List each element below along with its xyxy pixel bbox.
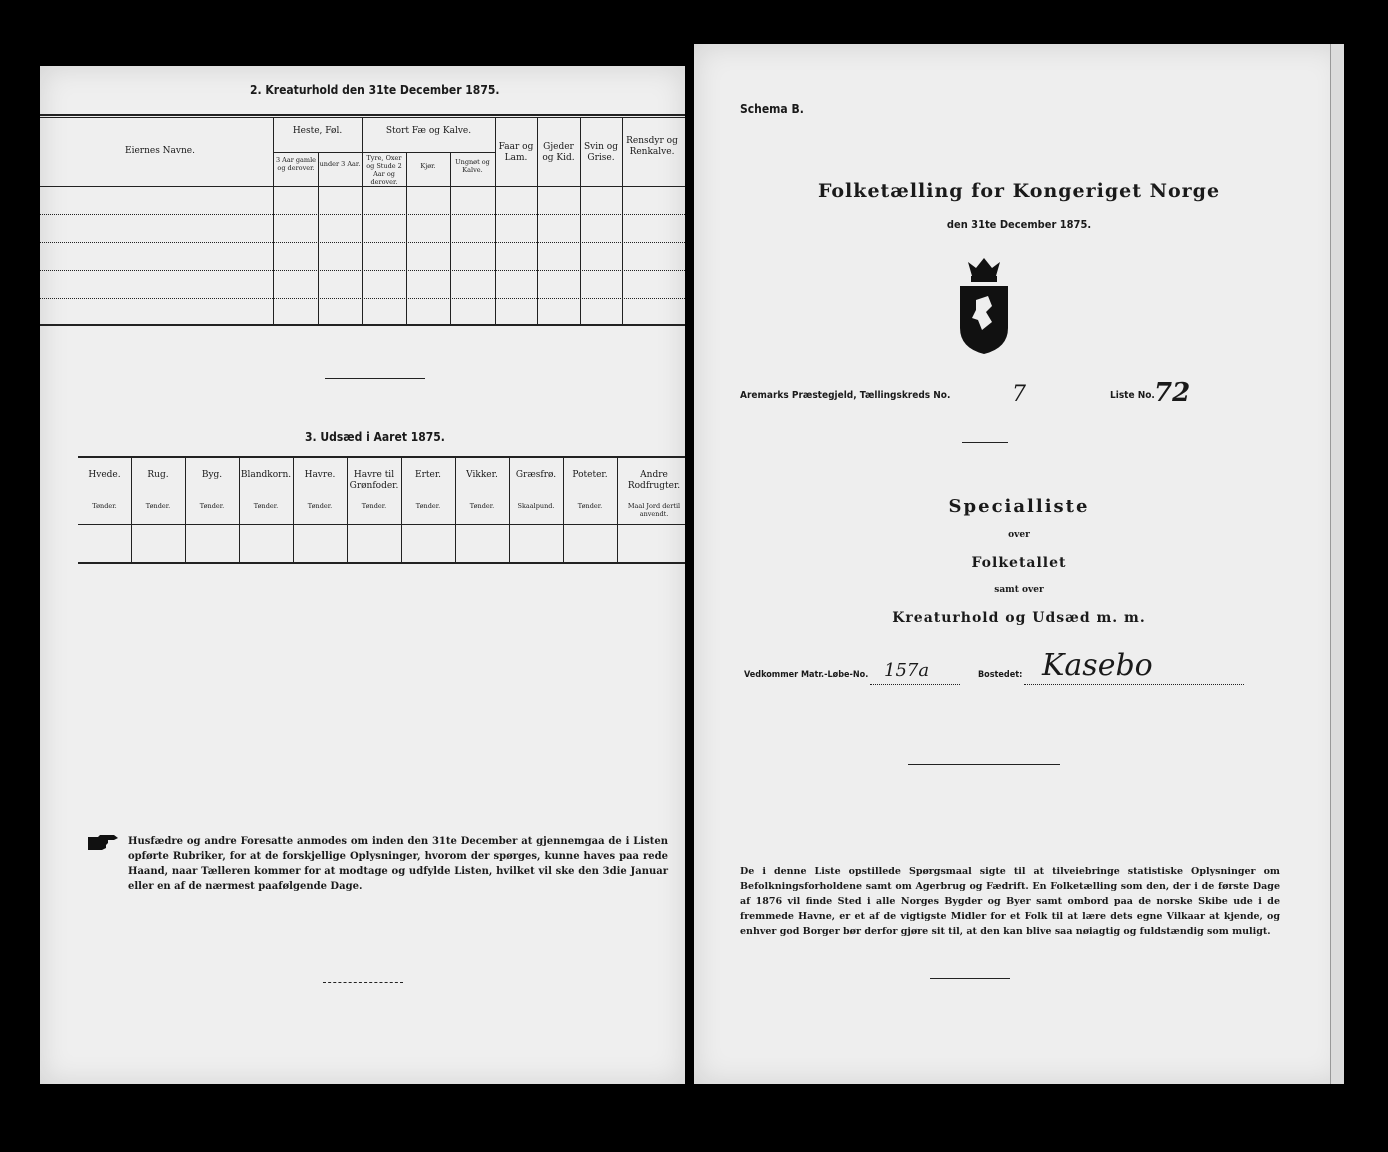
table-col-line xyxy=(563,456,564,562)
section2-title: 2. Kreaturhold den 31te December 1875. xyxy=(250,83,500,97)
seed-header-name: Andre Rodfrugter. xyxy=(627,470,681,491)
seed-header-unit: Tønder. xyxy=(92,502,117,510)
table-col-line xyxy=(455,456,456,562)
header-pigs: Svin og Grise. xyxy=(584,142,618,163)
samt-over-label: samt over xyxy=(994,585,1044,595)
table-rule xyxy=(40,114,685,116)
coat-of-arms-icon xyxy=(954,256,1014,356)
header-sheep: Faar og Lam. xyxy=(498,142,534,163)
seed-header-name: Rug. xyxy=(147,470,169,480)
kreaturhold-title: Kreaturhold og Udsæd m. m. xyxy=(892,610,1146,626)
list-no: 72 xyxy=(1154,378,1191,408)
list-label: Liste No. xyxy=(1110,390,1155,401)
matr-label: Vedkommer Matr.-Løbe-No. xyxy=(744,670,869,680)
table-rule xyxy=(273,152,495,153)
separator xyxy=(930,978,1010,979)
census-title: Folketælling for Kongeriget Norge xyxy=(817,180,1221,202)
separator xyxy=(908,764,1060,765)
table-col-line xyxy=(450,152,451,324)
seed-header-unit: Skaalpund. xyxy=(517,502,555,510)
table-rule xyxy=(78,456,685,458)
matr-no: 157a xyxy=(884,660,930,681)
header-cattle-young: Ungnøt og Kalve. xyxy=(455,158,490,174)
census-date: den 31te December 1875. xyxy=(946,218,1092,231)
header-cattle: Stort Fæ og Kalve. xyxy=(385,126,472,136)
matr-underline xyxy=(870,684,960,685)
seed-header-name: Græsfrø. xyxy=(515,470,557,480)
table-col-line xyxy=(185,456,186,562)
separator xyxy=(325,378,425,379)
table-col-line xyxy=(318,152,319,324)
right-page xyxy=(694,44,1344,1084)
table-col-line xyxy=(617,456,618,562)
table-col-line xyxy=(239,456,240,562)
pointing-hand-icon xyxy=(88,834,120,852)
seed-header-unit: Tønder. xyxy=(577,502,603,510)
seed-header-name: Havre til Grønfoder. xyxy=(349,470,399,491)
specialliste-title: Specialliste xyxy=(948,496,1090,517)
table-rule xyxy=(40,324,685,326)
seed-header-unit: Tønder. xyxy=(253,502,279,510)
header-horses: Heste, Føl. xyxy=(292,126,343,136)
header-cattle-cows: Kjør. xyxy=(420,162,436,170)
schema-label: Schema B. xyxy=(740,102,804,116)
bosted-label: Bostedet: xyxy=(978,670,1023,680)
table-col-line xyxy=(293,456,294,562)
separator xyxy=(323,982,403,983)
explanatory-paragraph: De i denne Liste opstillede Spørgsmaal sigte til at tilveiebringe statistiske Oplysninger om Befolkningsforholdene samt om Agerbrug og Fædrift. En Folketælling som den, der i de første Dage af 1876 vil finde Sted i alle Norges Bygder og Byer samt ombord paa de norske Skibe ude i de fremmede Havne, er et af de vigtigste Midler for et Folk til at lære dets egne Vilkaar at kjende, og enhver god Borger bør derfor gjøre sit til, at den kan blive saa nøiagtig og fuldstændig som muligt. xyxy=(740,866,1280,937)
footnote-instructions: Husfædre og andre Foresatte anmodes om inden den 31te December at gjennemgaa de i Listen opførte Rubriker, for at de forskjellige Oplysninger, hvorom der spørges, kunne haves paa rede Haand, naar Tælleren kommer for at modtage og udfylde Listen, hvilket vil ske den 3die Januar eller en af de nærmest paafølgende Dage. xyxy=(128,836,668,892)
seed-header-name: Havre. xyxy=(304,470,336,480)
bosted-underline xyxy=(1024,684,1244,685)
seed-header-name: Vikker. xyxy=(466,470,498,480)
table-col-line xyxy=(362,117,363,324)
table-col-line xyxy=(401,456,402,562)
section3-title: 3. Udsæd i Aaret 1875. xyxy=(305,430,445,444)
seed-header-unit: Tønder. xyxy=(415,502,441,510)
separator xyxy=(962,442,1008,443)
table-col-line xyxy=(406,152,407,324)
seed-header-name: Hvede. xyxy=(88,470,121,480)
table-col-line xyxy=(509,456,510,562)
table-rule xyxy=(78,524,685,525)
header-cattle-bulls: Tyre, Oxer og Stude 2 Aar og derover. xyxy=(366,154,402,186)
seed-header-unit: Tønder. xyxy=(469,502,495,510)
table-col-line xyxy=(347,456,348,562)
table-col-line xyxy=(273,117,274,324)
seed-header-name: Erter. xyxy=(415,470,441,480)
page-edge xyxy=(1330,44,1343,1084)
header-horses-young: under 3 Aar. xyxy=(319,160,361,168)
header-horses-old: 3 Aar gamle og derover. xyxy=(275,156,317,172)
tally-no: 7 xyxy=(1012,382,1026,407)
header-goats: Gjeder og Kid. xyxy=(542,142,575,163)
header-owner: Eiernes Navne. xyxy=(125,146,195,156)
header-reindeer: Rensdyr og Renkalve. xyxy=(626,136,678,157)
seed-header-unit: Tønder. xyxy=(307,502,333,510)
table-col-line xyxy=(131,456,132,562)
table-rule xyxy=(78,562,685,564)
seed-header-unit: Tønder. xyxy=(145,502,171,510)
seed-header-name: Blandkorn. xyxy=(240,470,292,480)
over-label: over xyxy=(1008,530,1030,540)
seed-header-unit: Tønder. xyxy=(199,502,225,510)
folketallet-title: Folketallet xyxy=(971,555,1067,571)
seed-header-unit: Tønder. xyxy=(361,502,387,510)
parish-line: Aremarks Præstegjeld, Tællingskreds No. xyxy=(740,390,951,401)
bosted-value: Kasebo xyxy=(1042,648,1153,683)
seed-header-name: Poteter. xyxy=(572,470,608,480)
seed-header-name: Byg. xyxy=(201,470,223,480)
seed-header-unit: Maal Jord dertil anvendt. xyxy=(627,502,681,518)
left-page xyxy=(40,66,685,1084)
